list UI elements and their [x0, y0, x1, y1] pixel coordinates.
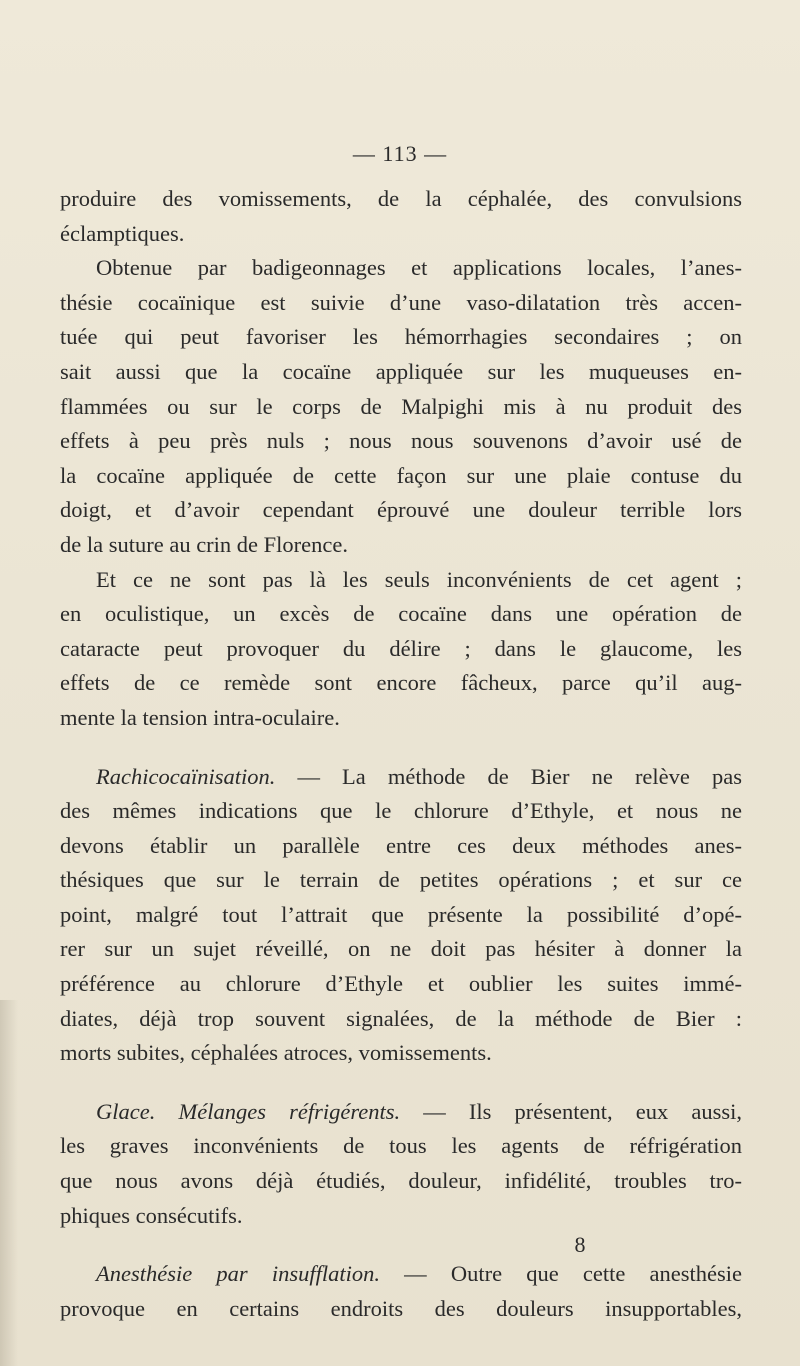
text-line: rer sur un sujet réveillé, on ne doit pas hésiter à donner la — [60, 936, 742, 962]
text-line: morts subites, céphalées atroces, vomissements. — [60, 1040, 492, 1066]
text-line — [60, 760, 742, 795]
text-line: point, malgré tout l’attrait que présente la possibilité d’opé- — [60, 901, 742, 927]
page-number: — 113 — — [352, 141, 448, 166]
text-line — [60, 1257, 742, 1292]
text-line: provoque en certains endroits des douleurs insupportables, — [60, 1295, 742, 1321]
text-line: tuée qui peut favoriser les hémorrhagies secondaires ; on — [60, 324, 742, 350]
signature-mark: 8 — [574, 1232, 586, 1257]
text-line: de la suture au crin de Florence. — [60, 531, 349, 557]
text-line: effets à peu près nuls ; nous nous souvenons d’avoir usé de — [60, 428, 742, 454]
text-line: cataracte peut provoquer du délire ; dans le glaucome, les — [60, 635, 742, 661]
text-line: sait aussi que la cocaïne appliquée sur les muqueuses en- — [60, 358, 742, 384]
text-line: doigt, et d’avoir cependant éprouvé une douleur terrible lors — [60, 497, 742, 523]
page-edge-shadow — [0, 1000, 18, 1366]
text-line: diates, déjà trop souvent signalées, de la méthode de Bier : — [60, 1005, 742, 1031]
text-line: phiques consécutifs. — [60, 1202, 243, 1228]
paragraph-1 — [60, 182, 742, 251]
paragraph-5 — [60, 1095, 742, 1233]
text-line: préférence au chlorure d’Ethyle et oublier les suites immé- — [60, 971, 742, 997]
text-line: flammées ou sur le corps de Malpighi mis à nu produit des — [60, 393, 742, 419]
text-line-content: — La méthode de Bier ne relève pas — [275, 763, 742, 789]
text-line-content: — Outre que cette anesthésie — [379, 1261, 742, 1287]
text-line: des mêmes indications que le chlorure d’Ethyle, et nous ne — [60, 798, 742, 824]
text-line: en oculistique, un excès de cocaïne dans une opération de — [60, 601, 742, 627]
text-line: thésie cocaïnique est suivie d’une vaso-dilatation très accen- — [60, 289, 742, 315]
text-line-content: — Ils présentent, eux aussi, — [400, 1098, 742, 1124]
paragraph-4 — [60, 760, 742, 1071]
text-line: éclamptiques. — [60, 220, 185, 246]
text-line: les graves inconvénients de tous les agents de réfrigération — [60, 1133, 742, 1159]
text-line: effets de ce remède sont encore fâcheux, parce qu’il aug- — [60, 670, 742, 696]
section-heading: Glace. Mélanges réfrigérents. — [96, 1098, 401, 1124]
paragraph-2 — [60, 251, 742, 562]
paragraph-6 — [60, 1257, 742, 1326]
body-text — [60, 182, 742, 1326]
paragraph-3 — [60, 563, 742, 736]
section-heading: Anesthésie par insufflation. — [96, 1261, 380, 1287]
text-line: produire des vomissements, de la céphalée, des convulsions — [60, 186, 742, 211]
text-line: que nous avons déjà étudiés, douleur, infidélité, troubles tro- — [60, 1168, 742, 1194]
text-line: la cocaïne appliquée de cette façon sur une plaie contuse du — [60, 462, 742, 488]
text-line: devons établir un parallèle entre ces deux méthodes anes- — [60, 832, 742, 858]
text-line: thésiques que sur le terrain de petites opérations ; et sur ce — [60, 867, 742, 893]
section-heading: Rachicocaïnisation. — [96, 763, 276, 789]
text-line: Obtenue par badigeonnages et applications locales, l’anes- — [96, 255, 742, 281]
text-line: Et ce ne sont pas là les seuls inconvénients de cet agent ; — [96, 566, 742, 592]
text-line — [60, 1095, 742, 1130]
text-line: mente la tension intra-oculaire. — [60, 704, 340, 730]
